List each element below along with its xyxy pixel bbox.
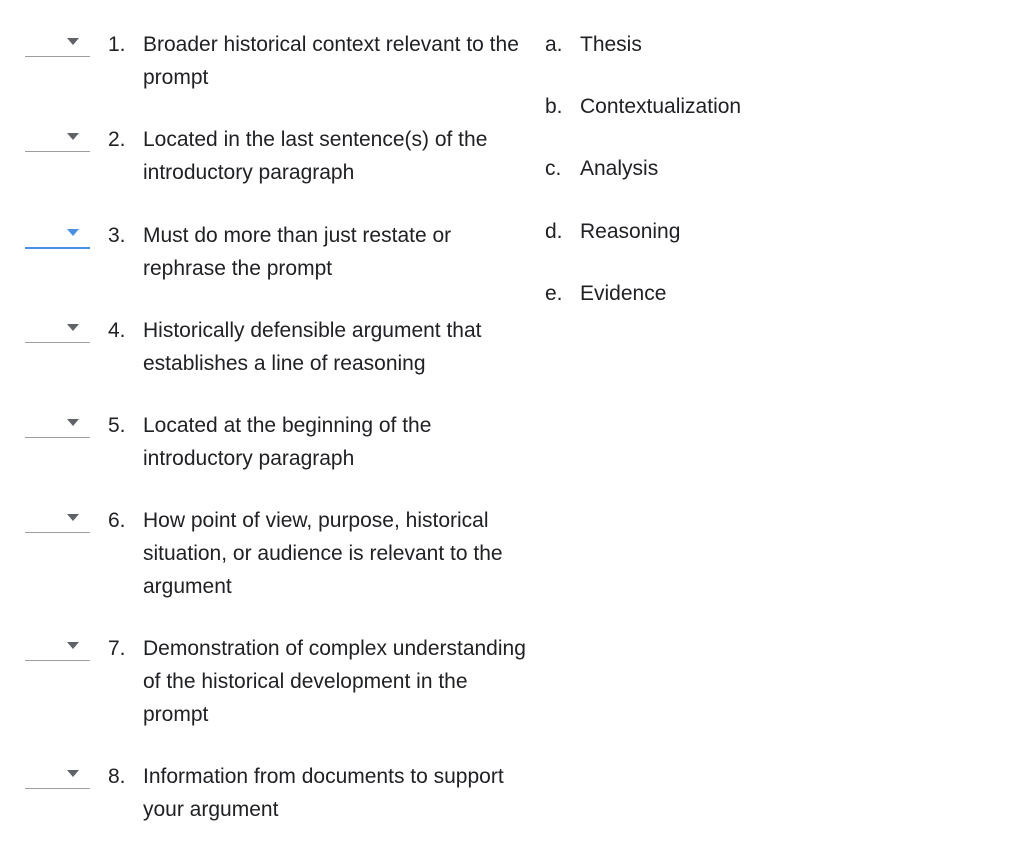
option-text: Evidence [580,282,667,305]
question-text: How point of view, purpose, historical situation, or audience is relevant to the argument [143,509,503,598]
answer-dropdown[interactable] [25,28,90,57]
question-number: 6. [108,509,126,532]
answer-dropdown[interactable] [25,504,90,533]
option-item [545,277,666,310]
answer-dropdown[interactable] [25,123,90,152]
question-number: 5. [108,414,126,437]
chevron-down-icon [67,419,79,426]
option-text: Thesis [580,33,642,56]
option-letter: a. [545,33,563,56]
option-letter: d. [545,220,563,243]
answer-dropdown[interactable] [25,219,90,249]
chevron-down-icon [67,514,79,521]
question-text: Historically defensible argument that establishes a line of reasoning [143,319,482,375]
question-text: Demonstration of complex understanding of the historical development in the prompt [143,637,526,726]
option-item [545,90,741,123]
option-item [545,152,658,185]
answer-dropdown[interactable] [25,314,90,343]
chevron-down-icon [67,133,79,140]
question-text: Information from documents to support your argument [143,765,504,821]
question-number: 7. [108,637,126,660]
question-number: 2. [108,128,126,151]
question-number: 4. [108,319,126,342]
answer-dropdown[interactable] [25,632,90,661]
option-letter: c. [545,157,562,180]
answer-dropdown[interactable] [25,409,90,438]
question-text: Located in the last sentence(s) of the introductory paragraph [143,128,488,184]
question-number: 8. [108,765,126,788]
chevron-down-icon [67,229,79,236]
question-number: 3. [108,224,126,247]
option-text: Analysis [580,157,659,180]
answer-dropdown[interactable] [25,760,90,789]
chevron-down-icon [67,38,79,45]
question-text: Broader historical context relevant to the prompt [143,33,519,89]
chevron-down-icon [67,324,79,331]
question-text: Located at the beginning of the introductory paragraph [143,414,432,470]
option-letter: b. [545,95,563,118]
question-number: 1. [108,33,126,56]
chevron-down-icon [67,642,79,649]
option-item [545,215,680,248]
option-text: Contextualization [580,95,742,118]
question-text: Must do more than just restate or rephrase the prompt [143,224,452,280]
option-text: Reasoning [580,220,681,243]
option-item [545,28,642,61]
option-letter: e. [545,282,563,305]
chevron-down-icon [67,770,79,777]
